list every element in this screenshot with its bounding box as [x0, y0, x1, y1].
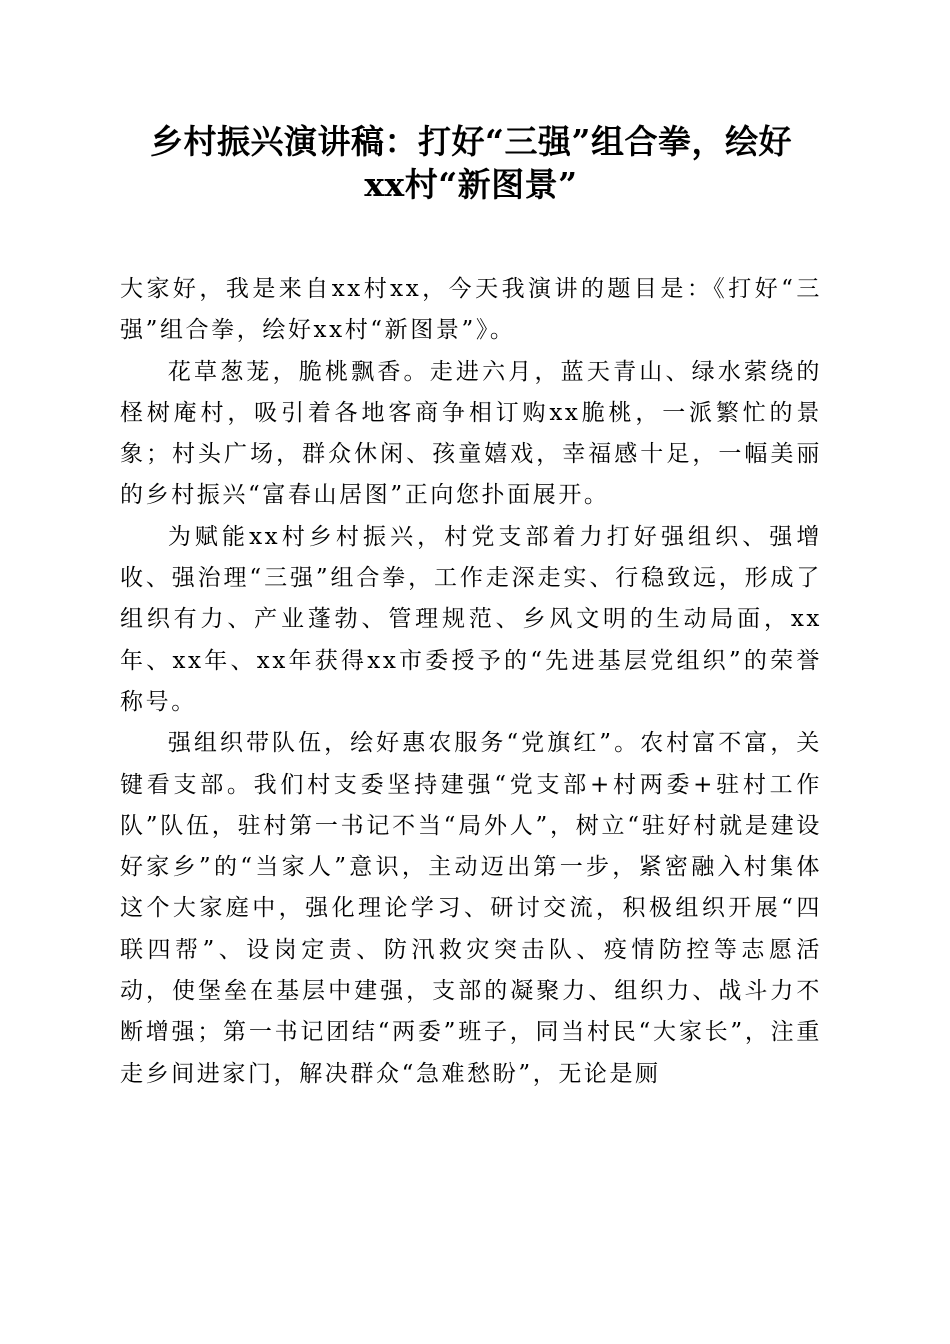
document-body	[120, 269, 822, 1095]
title-line-1: 乡村振兴演讲稿：打好“三强”组合拳，绘好	[150, 122, 792, 161]
paragraph-greeting: 大家好，我是来自xx村xx，今天我演讲的题目是：《打好“三强”组合拳，绘好xx村“新图景”》。	[120, 276, 822, 344]
document-title	[120, 120, 822, 206]
paragraph-empowerment: 为赋能xx村乡村振兴，村党支部着力打好强组织、强增收、强治理“三强”组合拳，工作走深走实、行稳致远，形成了组织有力、产业蓬勃、管理规范、乡风文明的生动局面，xx年、xx年、xx年获得xx市委授予的“先进基层党组织”的荣誉称号。	[120, 523, 822, 715]
paragraph-strong-organization: 强组织带队伍，绘好惠农服务“党旗红”。农村富不富，关键看支部。我们村支委坚持建强“党支部+村两委+驻村工作队”队伍，驻村第一书记不当“局外人”，树立“驻好村就是建设好家乡”的“当家人”意识，主动迈出第一步，紧密融入村集体这个大家庭中，强化理论学习、研讨交流，积极组织开展“四联四帮”、设岗定责、防汛救灾突击队、疫情防控等志愿活动，使堡垒在基层中建强，支部的凝聚力、组织力、战斗力不断增强；第一书记团结“两委”班子，同当村民“大家长”，注重走乡间进家门，解决群众“急难愁盼”，无论是厕	[120, 730, 822, 1087]
paragraph-scenery: 花草葱茏，脆桃飘香。走进六月，蓝天青山、绿水萦绕的柽树庵村，吸引着各地客商争相订购xx脆桃，一派繁忙的景象；村头广场，群众休闲、孩童嬉戏，幸福感十足，一幅美丽的乡村振兴“富春山居图”正向您扑面展开。	[120, 358, 822, 509]
title-line-2: xx村“新图景”	[364, 165, 578, 204]
